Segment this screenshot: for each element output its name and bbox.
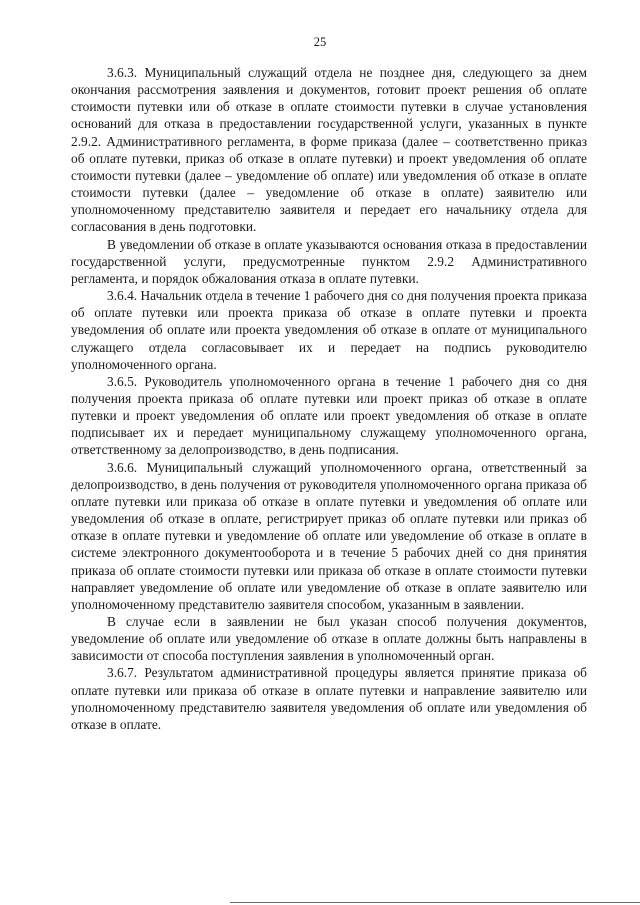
paragraph-3-6-5: 3.6.5. Руководитель уполномоченного органа в течение 1 рабочего дня со дня получения проекта приказа об оплате путевки или проект приказ об отказе в оплате путевки и проект уведомления об оплате или проект уведомления об отказе в оплате подписывает их и передает муниципальному служащему уполномоченного органа, ответственному за делопроизводство, в день подписания.	[71, 373, 587, 458]
paragraph-3-6-3: 3.6.3. Муниципальный служащий отдела не позднее дня, следующего за днем окончания рассмотрения заявления и документов, готовит проект решения об оплате стоимости путевки или об отказе в оплате стоимости путевки в случае установления оснований для отказа в предоставлении государственной услуги, указанных в пункте 2.9.2. Административного регламента, в форме приказа (далее – соответственно приказ об оплате путевки, приказ об отказе в оплате путевки) и проект уведомления об оплате стоимости путевки (далее – уведомление об оплате) или уведомления об отказе в оплате стоимости путевки (далее – уведомление об отказе в оплате) заявителю или уполномоченному представителю заявителя и передает его начальнику отдела для согласования в день подготовки.	[71, 65, 587, 235]
paragraph-3-6-4: 3.6.4. Начальник отдела в течение 1 рабочего дня со дня получения проекта приказа об оплате путевки или проекта приказа об отказе в оплате путевки и проекта уведомления об оплате или проекта уведомления об отказе в оплате от муниципального служащего отдела согласовывает их и передает на подпись руководителю уполномоченного органа.	[71, 288, 587, 372]
paragraph-delivery-method: В случае если в заявлении не был указан способ получения документов, уведомление об оплате или уведомление об отказе в оплате должны быть направлены в зависимости от способа поступления заявления в уполномоченный орган.	[71, 614, 587, 664]
scan-edge-line	[230, 902, 640, 903]
page-number: 25	[313, 35, 327, 49]
paragraph-3-6-7: 3.6.7. Результатом административной процедуры является принятие приказа об оплате путевки или приказа об отказе в оплате путевки и направление заявителю или уполномоченному представителю заявителя уведомления об оплате или уведомления об отказе в оплате.	[71, 665, 587, 732]
paragraph-3-6-6: 3.6.6. Муниципальный служащий уполномоченного органа, ответственный за делопроизводство, в день получения от руководителя уполномоченного органа приказа об оплате путевки или приказа об отказе в оплате путевки и уведомления об оплате или уведомления об отказе в оплате, регистрирует приказ об оплате путевки или приказ об отказе в оплате путевки и уведомление об оплате или уведомление об отказе в оплате в системе электронного документооборота и в течение 5 рабочих дней со дня принятия приказа об оплате стоимости путевки или приказа об отказе в оплате стоимости путевки направляет уведомление об оплате или уведомление об отказе в оплате заявителю или уполномоченному представителю заявителя способом, указанным в заявлении.	[71, 459, 587, 612]
paragraph-refusal-notice: В уведомлении об отказе в оплате указываются основания отказа в предоставлении государственной услуги, предусмотренные пунктом 2.9.2 Административного регламента, и порядок обжалования отказа в оплате путевки.	[71, 236, 587, 286]
document-body	[71, 64, 587, 733]
